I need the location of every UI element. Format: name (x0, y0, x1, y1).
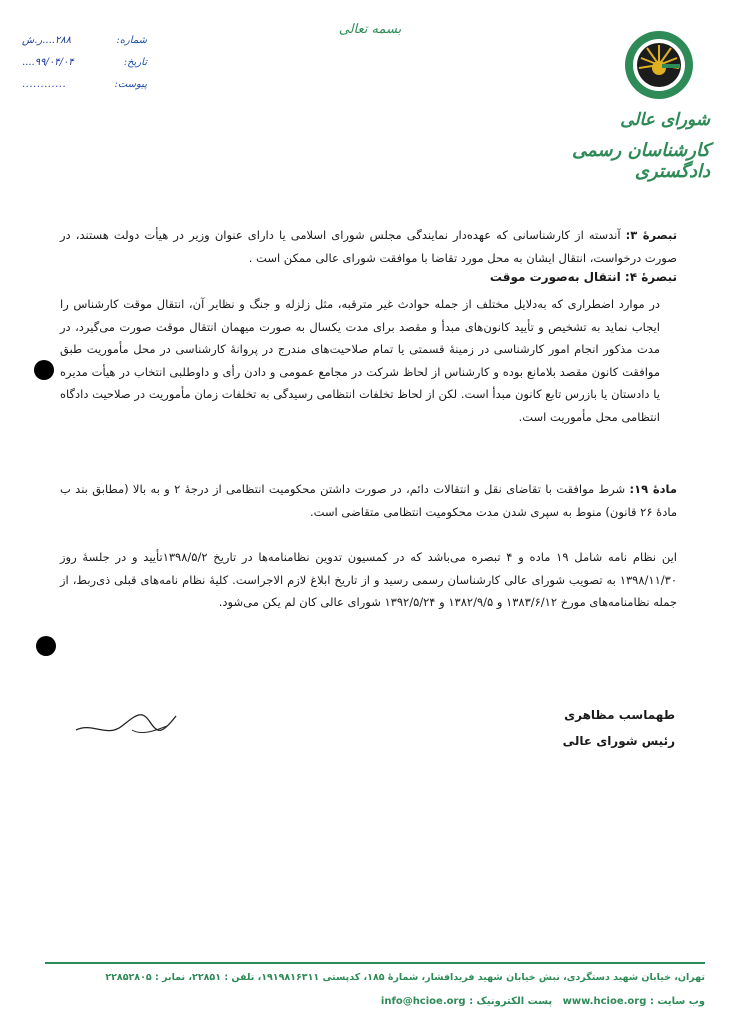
letter-attachment-row (22, 74, 147, 96)
punch-hole (34, 360, 54, 380)
footer-email-label: پست الکترونیک : (469, 996, 553, 1007)
letter-date-row (22, 52, 147, 74)
article19-title: مادهٔ ۱۹: (629, 482, 677, 496)
bismillah-heading: بسمه تعالی (338, 22, 402, 37)
closing-paragraph: این نظام نامه شامل ۱۹ ماده و ۴ تبصره می‌باشد که در کمسیون تدوین نظامنامه‌ها در تاریخ ۱۳۹۸/۵/۲تأیید و در جلسهٔ روز ۱۳۹۸/۱۱/۳۰ به تصویب شورای عالی کارشناسان رسمی رسید و از تاریخ ابلاغ لازم الاجراست. کلیهٔ نظام نامه‌های قبلی ذی‌ربط، از جمله نظامنامه‌های مورخ ۱۳۸۳/۶/۱۲ و ۱۳۸۲/۹/۵ و ۱۳۹۲/۵/۲۴ شورای عالی کان لم یکن می‌شود. (60, 550, 677, 609)
handwritten-signature (72, 700, 182, 745)
letter-date-label: تاریخ: (123, 57, 147, 68)
organization-logo (624, 30, 694, 100)
footer-contacts (190, 996, 705, 1007)
note3-text: آندسته از کارشناسانی که عهده‌دار نمایندگی مجلس شورای اسلامی یا دارای عنوان وزیر در هیأت دولت هستند، در صورت درخواست، انتقال ایشان به محل مورد تقاضا با موافقت شورای عالی ممکن است . (60, 228, 677, 265)
letter-attachment-label: پیوست: (114, 79, 147, 90)
letter-meta (22, 30, 147, 96)
note3-title: تبصرهٔ ۳: (625, 228, 678, 242)
footer-divider (45, 962, 705, 964)
note3-paragraph (60, 224, 677, 269)
article19-paragraph (60, 478, 677, 523)
article19-text: شرط موافقت با تقاضای نقل و انتقالات دائم، در صورت داشتن محکومیت انتظامی از درجهٔ ۲ و به بالا (مطابق بند ب مادهٔ ۲۶ قانون) منوط به سپری شدن مدت محکومیت انتظامی متقاضی است. (60, 482, 677, 519)
letter-number-row (22, 30, 147, 52)
signatory-name: طهماسب مظاهری (564, 708, 675, 722)
letter-date-value: ۹۹/۰۴/۰۴.... (22, 57, 74, 68)
note4-title: تبصرهٔ ۴: انتقال به‌صورت موقت (489, 270, 677, 284)
signatory-title: رئیس شورای عالی (562, 734, 675, 748)
organization-name-line2: کارشناسان رسمی دادگستری (572, 140, 710, 182)
note4-text: در موارد اضطراری که به‌دلایل مختلف از جمله حوادث غیر مترقبه، مثل زلزله و جنگ و نظایر آن، انتقال موقت کارشناس را ایجاب نماید به تشخیص و تأیید کانون‌های مبدأ و مقصد برای مدت یکسال به صورت میهمان انتقال موقت صورت می‌گیرد، در مدت مذکور انجام امور کارشناسی در زمینهٔ قسمتی یا تمام صلاحیت‌های مندرج در پروانهٔ کارشناسی در محل مأموریت طبق موافقت کانون مقصد بلامانع بوده و کارشناس از لحاظ شرکت در مجامع عمومی و دادن رأی و داوطلبی انتخاب در هیأت مدیره یا دادستان یا بازرس تابع کانون مبدأ است. لکن از لحاظ تخلفات انتظامی رسیدگی به تخلفات زمان مأموریت در صلاحیت دادگاه انتظامی محل مأموریت است. (60, 297, 660, 424)
footer-address: تهران، خیابان شهید دستگردی، نبش خیابان شهید فریدافشار، شمارهٔ ۱۸۵، کدپستی ۱۹۱۹۸۱۶۳۱۱، تلفن : ۲۲۸۵۱، نمابر : ۲۲۸۵۲۸۰۵ (105, 972, 705, 983)
punch-hole (36, 636, 56, 656)
footer-email-link[interactable]: info@hcioe.org (380, 996, 466, 1007)
footer-website-link[interactable]: www.hcioe.org (562, 996, 647, 1007)
letter-number-label: شماره: (116, 35, 147, 46)
footer-website-label: وب سایت : (649, 996, 705, 1007)
letter-number-value: ۲۸۸....ر.ش (22, 35, 72, 46)
organization-name-line1: شورای عالی (620, 110, 710, 130)
letter-attachment-value: ............ (22, 79, 67, 90)
